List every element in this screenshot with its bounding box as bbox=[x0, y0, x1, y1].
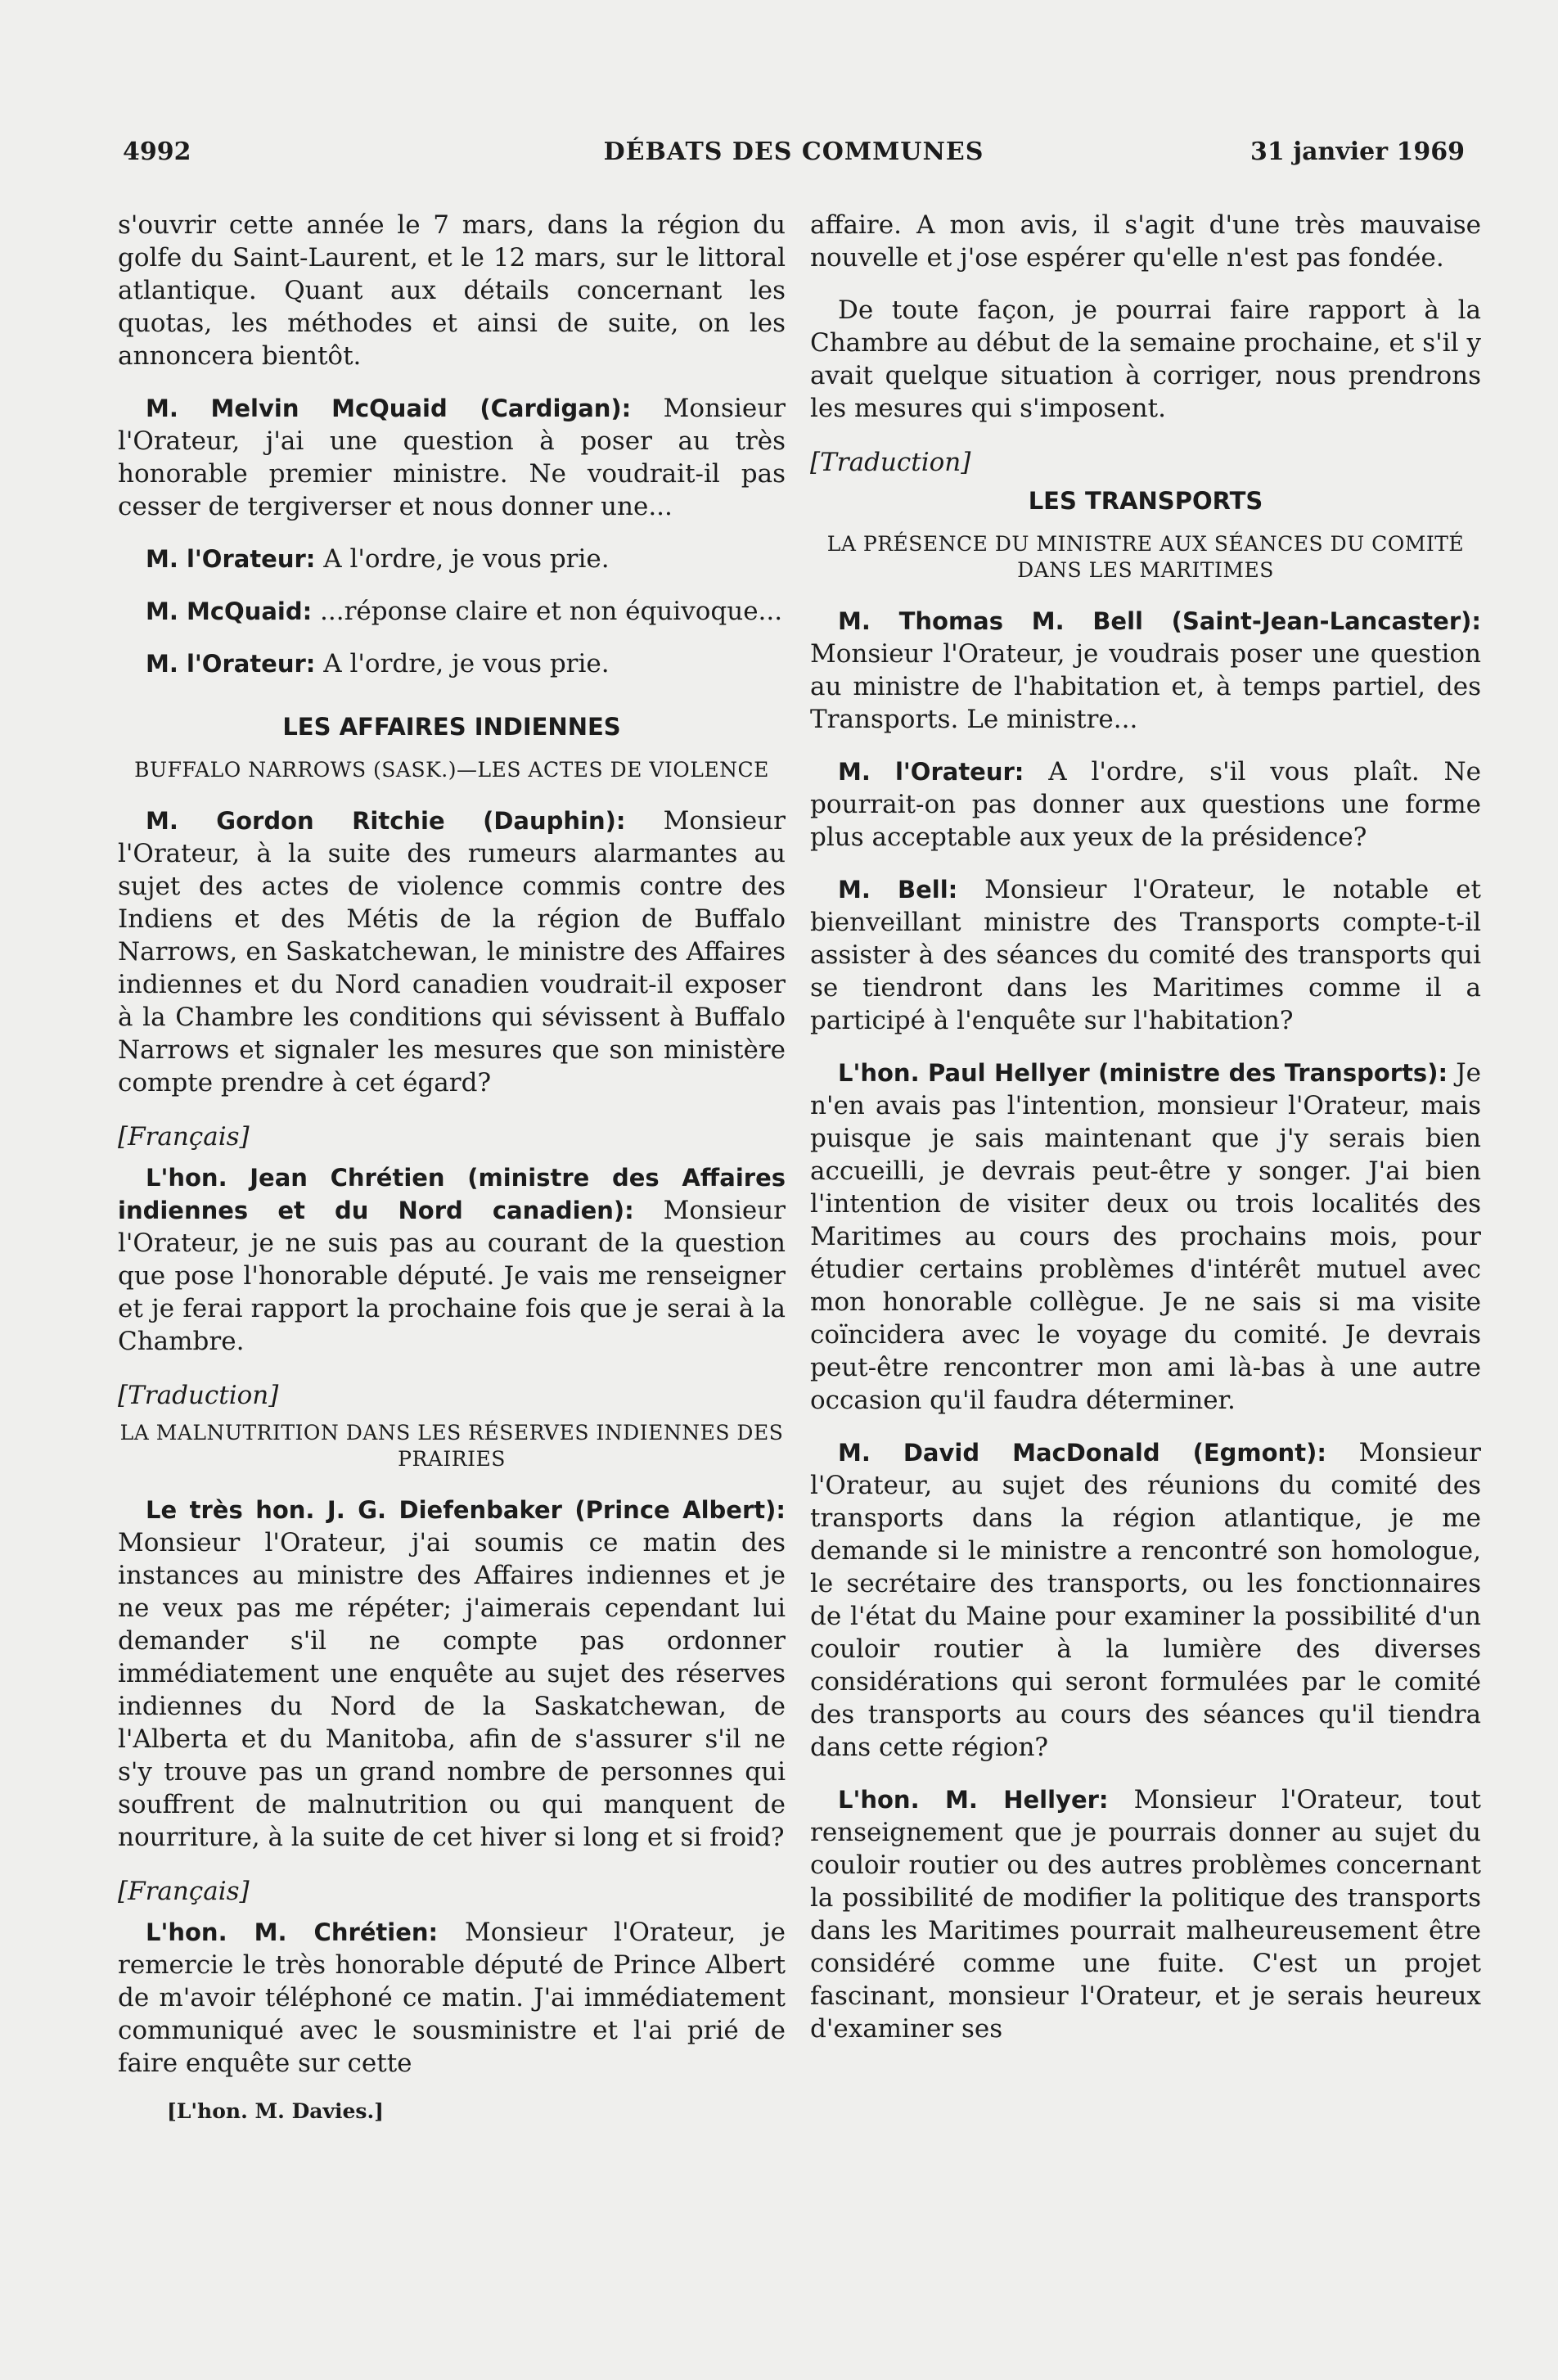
speech bbox=[810, 1057, 1481, 1417]
left-column bbox=[118, 209, 786, 2123]
speaker-name: M. Thomas M. Bell (Saint-Jean-Lancaster): bbox=[838, 607, 1481, 635]
speech-text: Monsieur l'Orateur, je remercie le très honorable député de Prince Albert de m'avoir téléphoné ce matin. J'ai immédiatement communiqué avec le sousministre et l'ai prié de faire enquête sur cette bbox=[118, 1918, 786, 2078]
speaker-name: M. Gordon Ritchie (Dauphin): bbox=[146, 807, 626, 835]
speech-text: Je n'en avais pas l'intention, monsieur l'Orateur, mais puisque je sais maintenant que j'y serais bien accueilli, je devrais peut-être y songer. J'ai bien l'intention de visiter deux ou trois localités des Maritimes au cours des prochains mois, pour étudier certains problèmes d'intérêt mutuel avec mon honorable collègue. Je ne sais si ma visite coïncidera avec le voyage du comité. Je devrais peut-être rencontrer mon ami là-bas à une autre occasion qu'il faudra déterminer. bbox=[810, 1058, 1481, 1415]
speaker-name: M. l'Orateur: bbox=[146, 650, 316, 678]
subheading: LA PRÉSENCE DU MINISTRE AUX SÉANCES DU COMITÉ DANS LES MARITIMES bbox=[826, 532, 1465, 582]
speaker-name: M. Melvin McQuaid (Cardigan): bbox=[146, 394, 632, 422]
speaker-name: L'hon. M. Hellyer: bbox=[838, 1786, 1109, 1814]
speaker-name: L'hon. M. Chrétien: bbox=[146, 1918, 439, 1946]
paragraph: s'ouvrir cette année le 7 mars, dans la région du golfe du Saint-Laurent, et le 12 mars, sur le littoral atlantique. Quant aux détails concernant les quotas, les méthodes et ainsi de suite, on les annoncera bientôt. bbox=[118, 210, 786, 371]
subheading: LA MALNUTRITION DANS LES RÉSERVES INDIENNES DES PRAIRIES bbox=[119, 1421, 784, 1471]
page-header bbox=[123, 137, 1465, 178]
speech-text: A l'ordre, je vous prie. bbox=[315, 544, 610, 574]
paragraph: De toute façon, je pourrai faire rapport à la Chambre au début de la semaine prochaine, et s'il y avait quelque situation à corriger, nous prendrons les mesures qui s'imposent. bbox=[810, 295, 1481, 423]
speech-text: Monsieur l'Orateur, je ne suis pas au courant de la question que pose l'honorable député. Je vais me renseigner et je ferai rapport la prochaine fois que je serai à la Chambre. bbox=[118, 1196, 786, 1356]
speech-text: Monsieur l'Orateur, au sujet des réunions du comité des transports dans la région atlantique, je me demande si le ministre a rencontré son homologue, le secrétaire des transports, ou les fonctionnaires de l'état du Maine pour examiner la possibilité d'un couloir routier à la lumière des diverses considérations qui seront formulées par le comité des transports au cours des séances qu'il tiendra dans cette région? bbox=[810, 1438, 1481, 1762]
speech-text: Monsieur l'Orateur, j'ai soumis ce matin des instances au ministre des Affaires indiennes et je ne veux pas me répéter; j'aimerais cependant lui demander s'il ne compte pas ordonner immédiatement une enquête au sujet des réserves indiennes du Nord de la Saskatchewan, de l'Alberta et du Manitoba, afin de s'assurer s'il ne s'y trouve pas un grand nombre de personnes qui souffrent de malnutrition ou qui manquent de nourriture, à la suite de cet hiver si long et si froid? bbox=[118, 1528, 786, 1852]
speech-text: ...réponse claire et non équivoque... bbox=[312, 597, 783, 626]
journal-title: DÉBATS DES COMMUNES bbox=[603, 137, 984, 166]
speech bbox=[810, 873, 1481, 1037]
speech bbox=[118, 543, 786, 575]
speaker-name: M. Bell: bbox=[838, 876, 958, 904]
speaker-name: M. l'Orateur: bbox=[838, 758, 1024, 786]
speech bbox=[118, 392, 786, 523]
language-marker: [Traduction] bbox=[810, 448, 971, 477]
section-heading: LES TRANSPORTS bbox=[1028, 487, 1263, 515]
speech bbox=[810, 755, 1481, 854]
speech-text: Monsieur l'Orateur, tout renseignement que je pourrais donner au sujet du couloir routier ou des autres problèmes concernant la possibilité de modifier la politique des transports dans les Maritimes pourrait malheureusement être considéré comme une fuite. C'est un projet fascinant, monsieur l'Orateur, et je serais heureux d'examiner ses bbox=[810, 1785, 1481, 2044]
speech-text: Monsieur l'Orateur, j'ai une question à poser au très honorable premier ministre. Ne voudrait-il pas cesser de tergiverser et nous donner une... bbox=[118, 394, 786, 521]
speech bbox=[118, 805, 786, 1099]
speech-text: Monsieur l'Orateur, à la suite des rumeurs alarmantes au sujet des actes de violence commis contre des Indiens et des Métis de la région de Buffalo Narrows, en Saskatchewan, le ministre des Affaires indiennes et du Nord canadien voudrait-il exposer à la Chambre les conditions qui sévissent à Buffalo Narrows et signaler les mesures que son ministère compte prendre à cet égard? bbox=[118, 806, 786, 1098]
speaker-name: M. l'Orateur: bbox=[146, 545, 316, 573]
speech bbox=[810, 605, 1481, 736]
speech bbox=[118, 1161, 786, 1358]
speaker-name: M. David MacDonald (Egmont): bbox=[838, 1439, 1326, 1467]
subheading: BUFFALO NARROWS (SASK.)—LES ACTES DE VIOLENCE bbox=[134, 758, 769, 782]
speaker-name: M. McQuaid: bbox=[146, 597, 313, 625]
speech bbox=[118, 1916, 786, 2080]
speech bbox=[118, 1494, 786, 1854]
speaker-name: Le très hon. J. G. Diefenbaker (Prince Albert): bbox=[146, 1496, 786, 1524]
speaker-name: L'hon. Jean Chrétien (ministre des Affaires indiennes et du Nord canadien): bbox=[118, 1164, 786, 1224]
speech-text: Monsieur l'Orateur, le notable et bienveillant ministre des Transports compte-t-il assister à des séances du comité des transports qui se tiendront dans les Maritimes comme il a participé à l'enquête sur l'habitation? bbox=[810, 875, 1481, 1035]
header-date: 31 janvier 1969 bbox=[1250, 137, 1465, 166]
speech bbox=[118, 647, 786, 680]
speech bbox=[810, 1436, 1481, 1764]
page-number: 4992 bbox=[123, 137, 191, 166]
speech-text: A l'ordre, je vous prie. bbox=[315, 649, 610, 678]
speech-text: Monsieur l'Orateur, je voudrais poser une question au ministre de l'habitation et, à temps partiel, des Transports. Le ministre... bbox=[810, 639, 1481, 734]
speech-text: A l'ordre, s'il vous plaît. Ne pourrait-on pas donner aux questions une forme plus acceptable aux yeux de la présidence? bbox=[810, 757, 1482, 852]
right-column bbox=[810, 209, 1481, 2065]
speaker-name: L'hon. Paul Hellyer (ministre des Transports): bbox=[838, 1059, 1448, 1087]
speech bbox=[118, 595, 786, 628]
language-marker: [Traduction] bbox=[118, 1381, 279, 1410]
language-marker: [Français] bbox=[118, 1122, 250, 1152]
language-marker: [Français] bbox=[118, 1877, 250, 1906]
section-heading: LES AFFAIRES INDIENNES bbox=[282, 713, 621, 741]
footer-attribution: [L'hon. M. Davies.] bbox=[167, 2099, 384, 2123]
paragraph: affaire. A mon avis, il s'agit d'une très mauvaise nouvelle et j'ose espérer qu'elle n'est pas fondée. bbox=[810, 210, 1481, 273]
speech bbox=[810, 1783, 1481, 2045]
